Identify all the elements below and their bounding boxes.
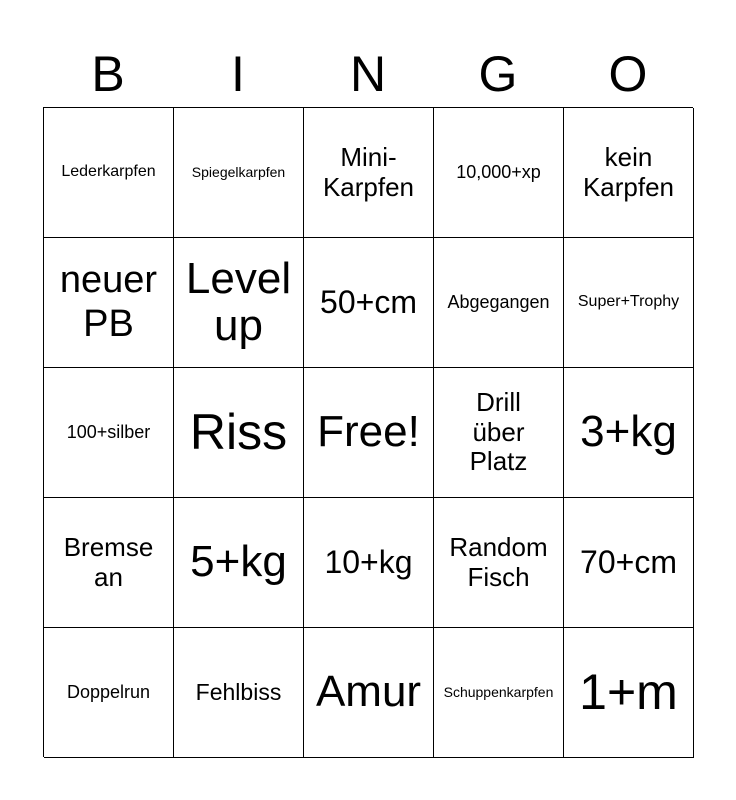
bingo-cell-r3c1[interactable] [44,368,174,498]
cell-label: Amur [315,667,422,717]
cell-label: Riss [189,403,288,460]
bingo-cell-r4c1[interactable] [44,498,174,628]
bingo-grid [43,107,693,757]
cell-label: Fehlbiss [195,679,282,706]
bingo-cell-r1c5[interactable] [564,108,694,238]
cell-label: 5+kg [190,537,287,587]
bingo-cell-r5c4[interactable] [434,628,564,758]
bingo-cell-r5c2[interactable] [174,628,304,758]
cell-label: neuer PB [59,258,158,345]
cell-label: Abgegangen [447,292,550,313]
bingo-cell-r3c2[interactable] [174,368,304,498]
cell-label: Bremse an [63,531,154,592]
cell-label: Level up [185,254,292,350]
bingo-cell-r4c4[interactable] [434,498,564,628]
cell-label: kein Karpfen [582,141,675,202]
bingo-cell-r1c3[interactable] [304,108,434,238]
header-letter-n: N [349,46,387,102]
bingo-cell-r2c5[interactable] [564,238,694,368]
bingo-cell-r2c3[interactable] [304,238,434,368]
cell-label: Spiegelkarpfen [191,164,286,181]
cell-label: Lederkarpfen [61,163,156,181]
cell-label: 70+cm [580,544,677,581]
header-letter-o: O [608,46,648,102]
bingo-cell-r1c2[interactable] [174,108,304,238]
bingo-header [43,40,693,108]
cell-label: 100+silber [66,422,151,443]
header-letter-i: I [231,46,245,102]
header-letter-b: B [91,46,125,102]
bingo-cell-r5c1[interactable] [44,628,174,758]
bingo-cell-r4c2[interactable] [174,498,304,628]
bingo-cell-r4c5[interactable] [564,498,694,628]
cell-label: 10+kg [324,544,413,581]
bingo-cell-r5c5[interactable] [564,628,694,758]
bingo-cell-r1c4[interactable] [434,108,564,238]
bingo-cell-r3c5[interactable] [564,368,694,498]
cell-label: Random Fisch [449,531,548,592]
header-letter-g: G [478,46,518,102]
cell-label: 50+cm [320,284,417,321]
cell-label: Drill über Platz [469,386,528,477]
bingo-cell-r2c4[interactable] [434,238,564,368]
bingo-cell-r5c3[interactable] [304,628,434,758]
bingo-cell-r1c1[interactable] [44,108,174,238]
cell-label: Doppelrun [66,682,151,703]
cell-label: 1+m [579,663,678,720]
bingo-cell-r4c3[interactable] [304,498,434,628]
cell-label: 10,000+xp [456,162,541,183]
bingo-cell-r2c1[interactable] [44,238,174,368]
cell-label: Schuppenkarpfen [443,684,554,701]
bingo-cell-r3c4[interactable] [434,368,564,498]
bingo-cell-r3c3[interactable] [304,368,434,498]
cell-label: Super+Trophy [577,293,680,311]
cell-label: Free! [317,407,420,457]
cell-label: 3+kg [580,407,677,457]
bingo-cell-r2c2[interactable] [174,238,304,368]
cell-label: Mini- Karpfen [322,141,415,202]
